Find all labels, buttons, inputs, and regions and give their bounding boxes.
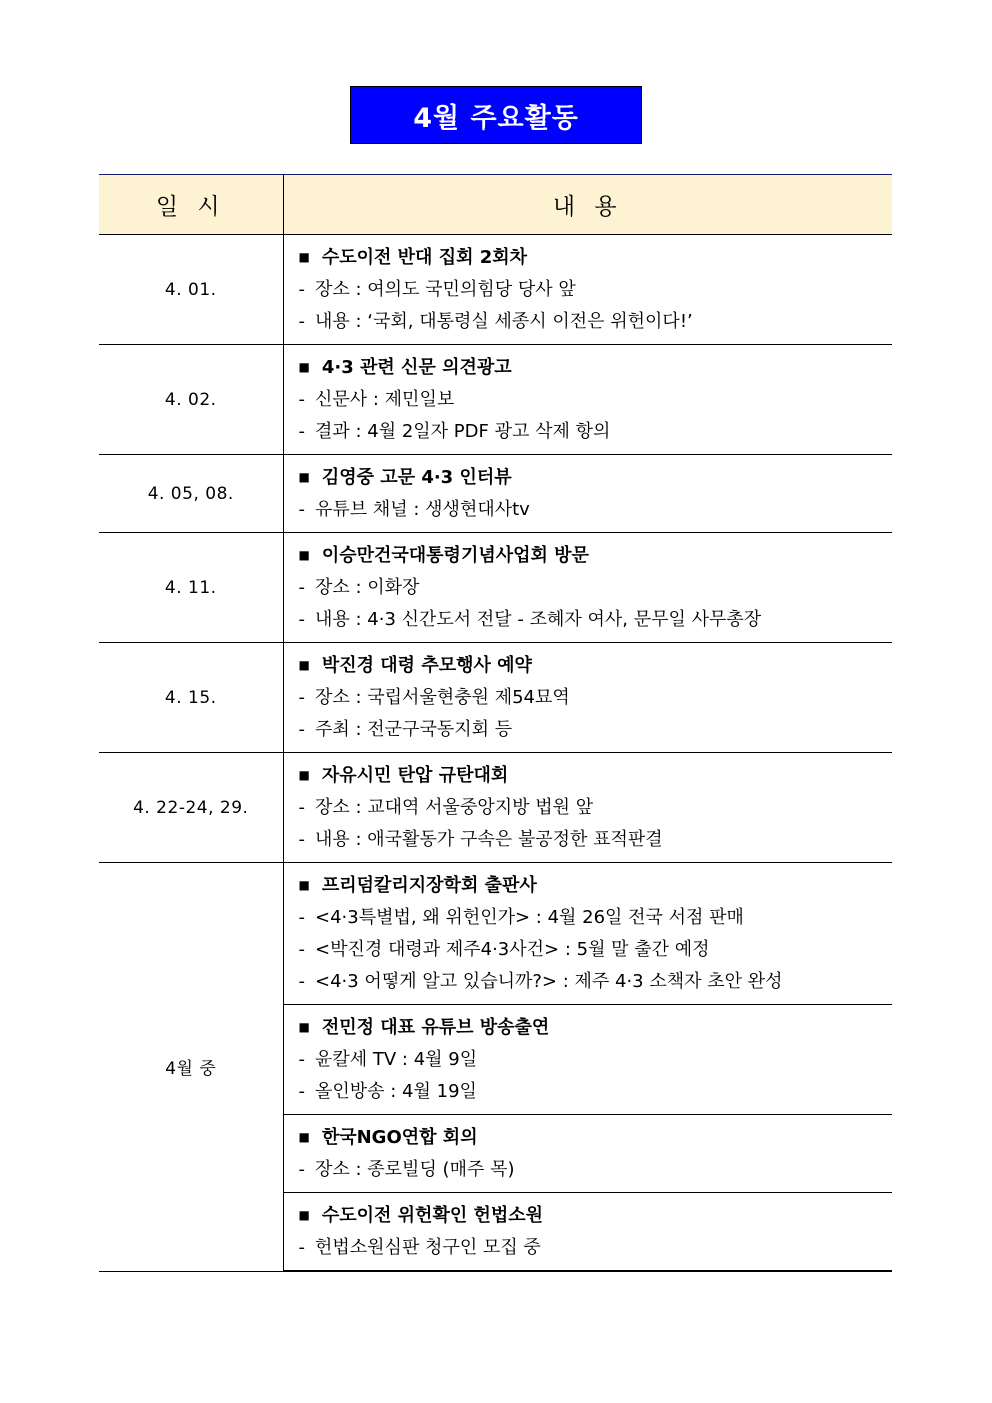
activity-title: ■ 수도이전 반대 집회 2회차 [299,241,893,274]
square-bullet-icon: ■ [298,470,310,484]
activity-detail: - 내용 : 4·3 신간도서 전달 - 조혜자 여사, 문무일 사무총장 [298,609,762,630]
activity-title: ■ 박진경 대령 추모행사 예약 [299,649,893,682]
row-date: 4. 22-24, 29. [99,753,283,863]
row-content [283,345,892,455]
row-content [283,455,892,533]
activity-detail: - 내용 : ‘국회, 대통령실 세종시 이전은 위헌이다!’ [298,311,693,332]
row-date: 4월 중 [99,863,283,1272]
table-row [99,533,892,643]
table-row [99,863,892,1005]
header-content: 내 용 [283,175,892,235]
activity-table [99,174,892,1272]
row-content [283,533,892,643]
activity-title: ■ 전민정 대표 유튜브 방송출연 [299,1011,893,1044]
activity-title: ■ 프리덤칼리지장학회 출판사 [299,869,893,902]
row-content [283,235,892,345]
activity-title: ■ 수도이전 위헌확인 헌법소원 [299,1199,893,1232]
square-bullet-icon: ■ [298,548,310,562]
activity-detail: - 윤칼세 TV : 4월 9일 [298,1049,478,1070]
activity-detail: - 신문사 : 제민일보 [298,389,455,410]
row-content [283,1005,892,1115]
activity-detail: - 헌법소원심판 청구인 모집 중 [298,1237,541,1258]
header-date: 일 시 [99,175,283,235]
activity-detail: - <4·3 어떻게 알고 있습니까?> : 제주 4·3 소책자 초안 완성 [298,971,783,992]
row-content [283,1193,892,1272]
activity-detail: - 유튜브 채널 : 생생현대사tv [298,499,530,520]
activity-detail: - 장소 : 국립서울현충원 제54묘역 [298,687,570,708]
page-title: 4월 주요활동 [350,86,642,144]
table-header-row [99,175,892,235]
activity-detail: - 장소 : 종로빌딩 (매주 목) [298,1159,515,1180]
square-bullet-icon: ■ [298,1208,310,1222]
square-bullet-icon: ■ [298,360,310,374]
activity-title: ■ 한국NGO연합 회의 [299,1121,893,1154]
activity-title: ■ 4·3 관련 신문 의견광고 [299,351,893,384]
square-bullet-icon: ■ [298,658,310,672]
square-bullet-icon: ■ [298,768,310,782]
activity-detail: - 결과 : 4월 2일자 PDF 광고 삭제 항의 [298,421,611,442]
activity-detail: - 내용 : 애국활동가 구속은 불공정한 표적판결 [298,829,663,850]
square-bullet-icon: ■ [298,250,310,264]
table-row [99,345,892,455]
row-date: 4. 11. [99,533,283,643]
table-row [99,643,892,753]
activity-title: ■ 자유시민 탄압 규탄대회 [299,759,893,792]
activity-title: ■ 김영중 고문 4·3 인터뷰 [299,461,893,494]
row-content [283,753,892,863]
row-content [283,1115,892,1193]
row-date: 4. 01. [99,235,283,345]
square-bullet-icon: ■ [298,1020,310,1034]
row-date: 4. 05, 08. [99,455,283,533]
table-row [99,753,892,863]
table-row [99,455,892,533]
activity-detail: - 장소 : 여의도 국민의힘당 당사 앞 [298,279,576,300]
table-row [99,235,892,345]
row-content [283,863,892,1005]
activity-title: ■ 이승만건국대통령기념사업회 방문 [299,539,893,572]
activity-detail: - 올인방송 : 4월 19일 [298,1081,477,1102]
row-date: 4. 15. [99,643,283,753]
activity-detail: - 장소 : 교대역 서울중앙지방 법원 앞 [298,797,594,818]
activity-detail: - 장소 : 이화장 [298,577,420,598]
activity-detail: - <박진경 대령과 제주4·3사건> : 5월 말 출간 예정 [298,939,710,960]
square-bullet-icon: ■ [298,1130,310,1144]
activity-detail: - 주최 : 전군구국동지회 등 [298,719,513,740]
row-date: 4. 02. [99,345,283,455]
row-content [283,643,892,753]
square-bullet-icon: ■ [298,878,310,892]
activity-detail: - <4·3특별법, 왜 위헌인가> : 4월 26일 전국 서점 판매 [298,907,744,928]
